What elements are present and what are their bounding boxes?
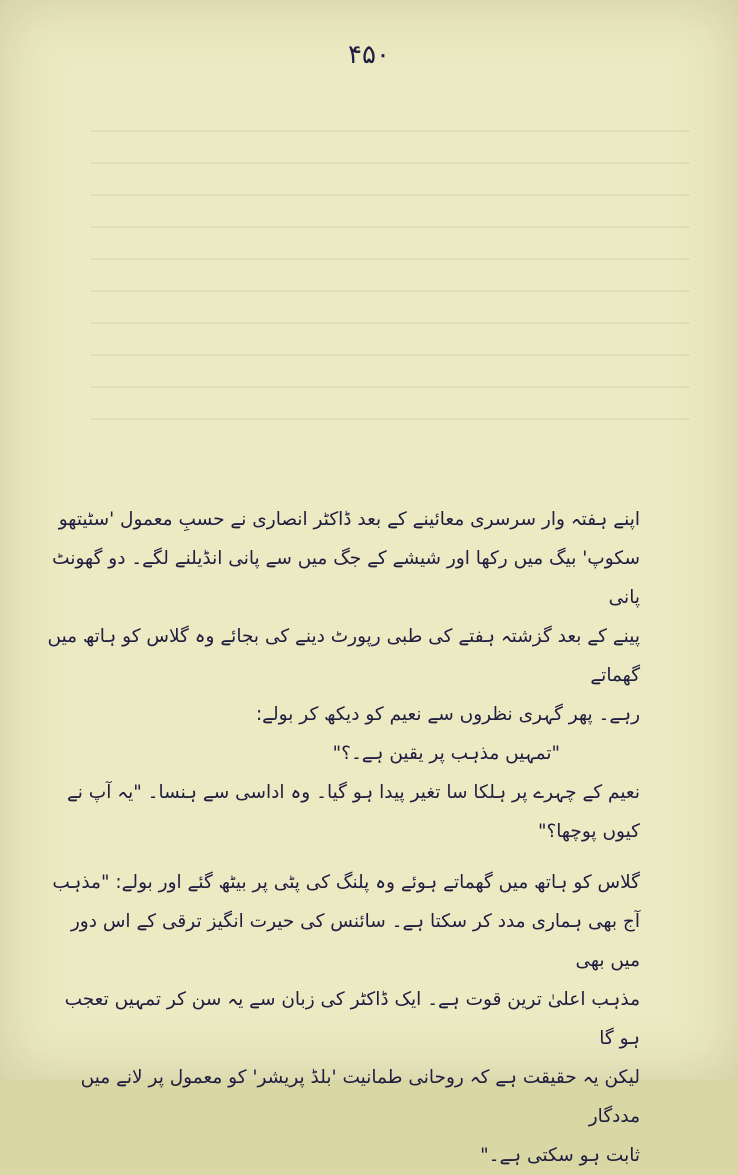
text-line: اپنے ہفتہ وار سرسری معائینے کے بعد ڈاکٹر انصاری نے حسبِ معمول 'سٹیتھو	[58, 509, 640, 530]
text-line: آج بھی ہماری مدد کر سکتا ہے۔ سائنس کی حیرت انگیز ترقی کے اس دور میں بھی	[70, 911, 640, 971]
text-line: لیکن یہ حقیقت ہے کہ روحانی طمانیت 'بلڈ پریشر' کو معمول پر لانے میں مددگار	[80, 1067, 640, 1127]
text-line: رہے۔ پھر گہری نظروں سے نعیم کو دیکھ کر بولے:	[255, 704, 640, 725]
show-through-text	[90, 100, 690, 430]
text-line: مذہب اعلیٰ ترین قوت ہے۔ ایک ڈاکٹر کی زبان سے یہ سن کر تمہیں تعجب ہو گا	[64, 989, 640, 1049]
text-line: ثابت ہو سکتی ہے۔"	[480, 1145, 640, 1166]
text-line: کیوں پوچھا؟"	[537, 821, 640, 842]
text-line: "تمہیں مذہب پر یقین ہے۔؟"	[332, 743, 560, 764]
text-line: پینے کے بعد گزشتہ ہفتے کی طبی رپورٹ دینے کی بجائے وہ گلاس کو ہاتھ میں گھماتے	[47, 626, 640, 686]
page-number: ۴۵۰	[348, 40, 390, 70]
body-text	[45, 500, 640, 1175]
text-line: گلاس کو ہاتھ میں گھماتے ہوئے وہ پلنگ کی پٹی پر بیٹھ گئے اور بولے: "مذہب	[52, 872, 640, 893]
text-line: سکوپ' بیگ میں رکھا اور شیشے کے جگ میں سے پانی انڈیلنے لگے۔ دو گھونٹ پانی	[52, 548, 640, 608]
text-line: نعیم کے چہرے پر ہلکا سا تغیر پیدا ہو گیا۔ وہ اداسی سے ہنسا۔ "یہ آپ نے	[66, 782, 640, 803]
